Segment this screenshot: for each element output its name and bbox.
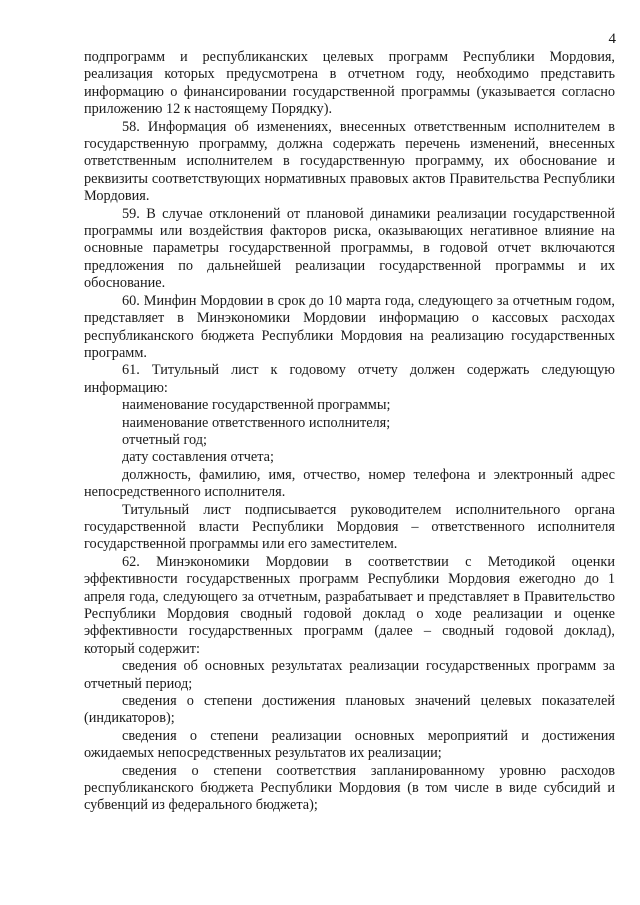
list-item: дату составления отчета;	[122, 449, 274, 466]
paragraph: 62. Минэкономики Мордовии в соответствии с Методикой оценки эффективности государственных программ Республики Мордовия ежегодно до 1 апреля года, следующего за отчетным, разрабатывает и представляет в Правительство Республики Мордовия сводный годовой доклад о ходе реализации и оценке эффективности государственных программ (далее – сводный годовой доклад), который содержит:	[84, 553, 615, 657]
list-item: отчетный год;	[122, 431, 207, 448]
paragraph: 61. Титульный лист к годовому отчету должен содержать следующую информацию:	[84, 362, 615, 396]
document-body	[84, 49, 615, 815]
paragraph: 58. Информация об изменениях, внесенных ответственным исполнителем в государственную программу, должна содержать перечень изменений, внесенных ответственным исполнителем в государственную программу, их обоснование и реквизиты соответствующих нормативных правовых актов Правительства Республики Мордовия.	[84, 118, 615, 205]
paragraph: должность, фамилию, имя, отчество, номер телефона и электронный адрес непосредственного исполнителя.	[84, 466, 615, 501]
paragraph: сведения об основных результатах реализации государственных программ за отчетный период;	[84, 658, 615, 692]
paragraph: 60. Минфин Мордовии в срок до 10 марта года, следующего за отчетным годом, представляет в Минэкономики Мордовии информацию о кассовых расходах республиканского бюджета Республики Мордовия на реализацию государственных программ.	[84, 292, 615, 361]
paragraph: 59. В случае отклонений от плановой динамики реализации государственной программы или воздействия факторов риска, оказывающих негативное влияние на основные параметры государственной программы, в годовой отчет включаются предложения по дальнейшей реализации государственной программы и их обоснование.	[84, 205, 615, 292]
paragraph: сведения о степени реализации основных мероприятий и достижения ожидаемых непосредственных результатов их реализации;	[84, 727, 615, 762]
paragraph: сведения о степени соответствия запланированному уровню расходов республиканского бюджета Республики Мордовия (в том числе в виде субсидий и субвенций из федерального бюджета);	[84, 762, 615, 814]
list-item: наименование государственной программы;	[122, 397, 391, 414]
paragraph: сведения о степени достижения плановых значений целевых показателей (индикаторов);	[84, 693, 615, 727]
paragraph: подпрограмм и республиканских целевых программ Республики Мордовия, реализация которых предусмотрена в отчетном году, необходимо представить информацию о финансировании государственной программы (указывается согласно приложению 12 к настоящему Порядку).	[84, 49, 615, 118]
paragraph: Титульный лист подписывается руководителем исполнительного органа государственной власти Республики Мордовия – ответственного исполнителя государственной программы или его заместителем.	[84, 501, 615, 553]
page-number: 4	[608, 31, 616, 47]
list-item: наименование ответственного исполнителя;	[122, 414, 391, 431]
